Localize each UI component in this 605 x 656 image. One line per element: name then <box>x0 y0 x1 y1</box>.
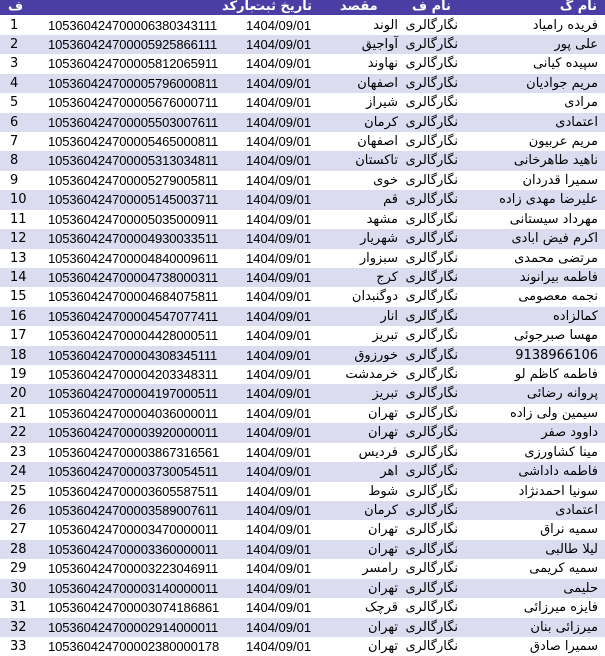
cell-destination[interactable]: اصفهان <box>357 75 398 91</box>
cell-barcode[interactable]: 105360424700005035000911 <box>48 211 219 227</box>
cell-row-number[interactable]: 2 <box>10 36 19 52</box>
cell-destination[interactable]: خورزوق <box>354 347 398 363</box>
cell-row-number[interactable]: 33 <box>10 638 27 654</box>
header-barcode[interactable]: بارکد <box>222 0 255 14</box>
cell-barcode[interactable]: 105360424700002380000178 <box>48 638 220 654</box>
table-row[interactable] <box>0 35 605 54</box>
cell-destination[interactable]: تهران <box>368 619 398 635</box>
cell-type[interactable]: نگارگالری <box>405 289 458 305</box>
cell-name[interactable]: سمیه نراق <box>540 522 598 538</box>
cell-name[interactable]: داوود صفر <box>541 425 598 441</box>
cell-destination[interactable]: خرمدشت <box>345 367 398 383</box>
cell-type[interactable]: نگارگالری <box>405 269 458 285</box>
cell-row-number[interactable]: 30 <box>10 580 27 596</box>
cell-type[interactable]: نگارگالری <box>405 522 458 538</box>
cell-barcode[interactable]: 105360424700004203348311 <box>48 367 219 383</box>
cell-date[interactable]: 1404/09/01 <box>246 134 312 150</box>
cell-name[interactable]: سمیرا صادق <box>529 638 598 654</box>
cell-name[interactable]: اعتمادی <box>555 503 598 518</box>
cell-destination[interactable]: رامسر <box>362 561 398 577</box>
cell-name[interactable]: مهسا صبرجوئی <box>514 328 598 344</box>
cell-date[interactable]: 1404/09/01 <box>246 269 312 285</box>
cell-type[interactable]: نگارگالری <box>405 56 458 72</box>
cell-name[interactable]: علیرضا مهدی زاده <box>499 192 598 208</box>
cell-barcode[interactable]: 105360424700005503007611 <box>48 114 219 130</box>
cell-row-number[interactable]: 19 <box>10 367 27 383</box>
cell-type[interactable]: نگارگالری <box>405 483 458 499</box>
cell-barcode[interactable]: 105360424700003074186861 <box>48 600 220 616</box>
cell-type[interactable]: نگارگالری <box>405 425 458 441</box>
cell-row-number[interactable]: 22 <box>10 425 27 441</box>
cell-name[interactable]: کمالزاده <box>552 308 598 324</box>
table-row[interactable] <box>0 365 605 384</box>
cell-row-number[interactable]: 24 <box>10 464 27 480</box>
cell-type[interactable]: نگارگالری <box>405 386 458 402</box>
table-row[interactable] <box>0 93 605 112</box>
table-row[interactable] <box>0 229 605 248</box>
table-row[interactable] <box>0 482 605 501</box>
cell-row-number[interactable]: 32 <box>10 619 27 635</box>
cell-barcode[interactable]: 105360424700005465000811 <box>48 134 219 150</box>
cell-type[interactable]: نگارگالری <box>405 367 458 383</box>
cell-type[interactable]: نگارگالری <box>405 75 458 91</box>
cell-type[interactable]: نگارگالری <box>405 17 458 33</box>
cell-type[interactable]: نگارگالری <box>405 114 458 130</box>
cell-barcode[interactable]: 105360424700004308345111 <box>48 347 218 363</box>
cell-barcode[interactable]: 105360424700005796000811 <box>48 75 219 91</box>
cell-type[interactable]: نگارگالری <box>405 308 458 324</box>
table-row[interactable] <box>0 249 605 268</box>
cell-row-number[interactable]: 28 <box>10 541 27 557</box>
cell-date[interactable]: 1404/09/01 <box>246 289 312 305</box>
cell-date[interactable]: 1404/09/01 <box>246 561 312 577</box>
cell-row-number[interactable]: 8 <box>10 153 19 169</box>
cell-destination[interactable]: قم <box>383 192 398 208</box>
cell-date[interactable]: 1404/09/01 <box>246 308 312 324</box>
table-row[interactable] <box>0 16 605 35</box>
table-row[interactable] <box>0 307 605 326</box>
cell-barcode[interactable]: 105360424700003730054511 <box>48 464 219 480</box>
cell-barcode[interactable]: 105360424700002914000011 <box>48 619 219 635</box>
cell-destination[interactable]: شوط <box>368 483 398 499</box>
cell-barcode[interactable]: 105360424700004930033511 <box>48 231 219 247</box>
cell-row-number[interactable]: 29 <box>10 561 27 577</box>
cell-name[interactable]: مینا کشاورزی <box>524 444 598 460</box>
cell-date[interactable]: 1404/09/01 <box>246 444 312 460</box>
cell-barcode[interactable]: 105360424700003223046911 <box>48 561 219 577</box>
cell-destination[interactable]: تبریز <box>372 386 398 402</box>
table-row[interactable] <box>0 540 605 559</box>
cell-date[interactable]: 1404/09/01 <box>246 580 312 596</box>
header-num[interactable]: ف <box>8 0 24 14</box>
cell-name[interactable]: اعتمادی <box>555 114 598 130</box>
cell-type[interactable]: نگارگالری <box>405 192 458 208</box>
cell-type[interactable]: نگارگالری <box>405 211 458 227</box>
table-row[interactable] <box>0 54 605 73</box>
cell-destination[interactable]: نهاوند <box>367 56 398 72</box>
cell-date[interactable]: 1404/09/01 <box>246 231 312 247</box>
table-row[interactable] <box>0 384 605 403</box>
cell-name[interactable]: فایزه میرزائی <box>523 600 598 616</box>
cell-row-number[interactable]: 10 <box>10 192 27 208</box>
cell-name[interactable]: مریم عربیون <box>528 134 598 150</box>
table-row[interactable] <box>0 268 605 287</box>
cell-destination[interactable]: مشهد <box>366 211 398 227</box>
table-row[interactable] <box>0 346 605 365</box>
cell-type[interactable]: نگارگالری <box>405 405 458 421</box>
cell-destination[interactable]: تهران <box>368 425 398 441</box>
cell-name[interactable]: نجمه معصومی <box>518 289 598 305</box>
table-row[interactable] <box>0 326 605 345</box>
cell-barcode[interactable]: 105360424700004036000011 <box>48 405 219 421</box>
table-row[interactable] <box>0 151 605 170</box>
cell-destination[interactable]: شهریار <box>360 231 398 247</box>
cell-type[interactable]: نگارگالری <box>405 619 458 635</box>
cell-destination[interactable]: تبریز <box>372 328 398 344</box>
cell-destination[interactable]: کرمان <box>364 114 398 130</box>
cell-date[interactable]: 1404/09/01 <box>246 192 312 208</box>
cell-date[interactable]: 1404/09/01 <box>246 172 312 188</box>
cell-row-number[interactable]: 18 <box>10 347 27 363</box>
cell-name[interactable]: سپیده کیانی <box>532 56 598 72</box>
cell-destination[interactable]: کرمان <box>364 503 398 518</box>
cell-row-number[interactable]: 7 <box>10 134 19 150</box>
cell-type[interactable]: نگارگالری <box>405 347 458 363</box>
cell-barcode[interactable]: 105360424700005279005811 <box>48 172 219 188</box>
cell-barcode[interactable]: 105360424700004428000511 <box>48 328 219 344</box>
table-row[interactable] <box>0 443 605 462</box>
cell-row-number[interactable]: 13 <box>10 250 27 266</box>
cell-name[interactable]: فریده رامیاد <box>532 17 598 33</box>
cell-barcode[interactable]: 105360424700005676000711 <box>48 95 219 111</box>
cell-type[interactable]: نگارگالری <box>405 503 458 518</box>
cell-name[interactable]: سمیه کریمی <box>529 561 598 577</box>
cell-name[interactable]: فاطمه بیرانوند <box>519 269 598 285</box>
cell-type[interactable]: نگارگالری <box>405 600 458 616</box>
cell-name[interactable]: سونیا احمدنژاد <box>518 483 598 499</box>
cell-row-number[interactable]: 26 <box>10 503 27 518</box>
cell-name[interactable]: میرزائی بنان <box>530 619 598 635</box>
cell-barcode[interactable]: 105360424700003867316561 <box>48 444 220 460</box>
cell-date[interactable]: 1404/09/01 <box>246 56 312 72</box>
table-row[interactable] <box>0 113 605 132</box>
cell-destination[interactable]: اهر <box>380 464 398 480</box>
table-row[interactable] <box>0 520 605 539</box>
cell-date[interactable]: 1404/09/01 <box>246 367 312 383</box>
table-row[interactable] <box>0 598 605 617</box>
cell-name[interactable]: مرادی <box>564 95 598 111</box>
cell-destination[interactable]: فردیس <box>358 444 398 460</box>
cell-type[interactable]: نگارگالری <box>405 561 458 577</box>
cell-date[interactable]: 1404/09/01 <box>246 503 312 518</box>
cell-date[interactable]: 1404/09/01 <box>246 386 312 402</box>
cell-date[interactable]: 1404/09/01 <box>246 211 312 227</box>
cell-row-number[interactable]: 21 <box>10 405 27 421</box>
cell-date[interactable]: 1404/09/01 <box>246 75 312 91</box>
cell-destination[interactable]: تاکستان <box>355 153 398 169</box>
cell-date[interactable]: 1404/09/01 <box>246 541 312 557</box>
header-date[interactable]: تاریخ ثبت <box>252 0 312 14</box>
cell-date[interactable]: 1404/09/01 <box>246 95 312 111</box>
header-name[interactable]: نام گ <box>559 0 597 14</box>
cell-row-number[interactable]: 20 <box>10 386 27 402</box>
cell-destination[interactable]: انار <box>380 308 398 324</box>
cell-name[interactable]: مریم جوادیان <box>526 75 598 91</box>
cell-barcode[interactable]: 105360424700004197000511 <box>48 386 219 402</box>
cell-date[interactable]: 1404/09/01 <box>246 17 312 33</box>
cell-type[interactable]: نگارگالری <box>405 36 458 52</box>
table-row[interactable] <box>0 579 605 598</box>
cell-barcode[interactable]: 105360424700004738000311 <box>48 269 219 285</box>
cell-barcode[interactable]: 105360424700003470000011 <box>48 522 219 538</box>
cell-row-number[interactable]: 11 <box>10 211 27 227</box>
cell-row-number[interactable]: 6 <box>10 114 19 130</box>
cell-barcode[interactable]: 105360424700004547077411 <box>48 308 219 324</box>
cell-name[interactable]: فاطمه داداشی <box>518 464 598 480</box>
cell-name[interactable]: فاطمه کاظم لو <box>514 367 598 383</box>
header-destination[interactable]: مقصد <box>340 0 378 14</box>
table-row[interactable] <box>0 210 605 229</box>
cell-barcode[interactable]: 105360424700003920000011 <box>48 425 219 441</box>
cell-row-number[interactable]: 31 <box>10 600 27 616</box>
cell-barcode[interactable]: 105360424700006380343111 <box>48 17 218 33</box>
table-row[interactable] <box>0 637 605 656</box>
cell-barcode[interactable]: 105360424700004684075811 <box>48 289 219 305</box>
table-row[interactable] <box>0 74 605 93</box>
table-row[interactable] <box>0 423 605 442</box>
cell-type[interactable]: نگارگالری <box>405 250 458 266</box>
cell-destination[interactable]: تهران <box>368 580 398 596</box>
cell-type[interactable]: نگارگالری <box>405 134 458 150</box>
cell-destination[interactable]: خوی <box>373 172 398 188</box>
cell-destination[interactable]: تهران <box>368 541 398 557</box>
cell-date[interactable]: 1404/09/01 <box>246 619 312 635</box>
cell-barcode[interactable]: 105360424700005925866111 <box>48 36 218 52</box>
cell-date[interactable]: 1404/09/01 <box>246 638 312 654</box>
table-row[interactable] <box>0 190 605 209</box>
cell-barcode[interactable]: 105360424700005145003711 <box>48 192 219 208</box>
cell-date[interactable]: 1404/09/01 <box>246 328 312 344</box>
cell-row-number[interactable]: 27 <box>10 522 27 538</box>
cell-date[interactable]: 1404/09/01 <box>246 483 312 499</box>
cell-row-number[interactable]: 9 <box>10 172 19 188</box>
table-row[interactable] <box>0 132 605 151</box>
cell-type[interactable]: نگارگالری <box>405 95 458 111</box>
cell-destination[interactable]: تهران <box>368 522 398 538</box>
cell-row-number[interactable]: 14 <box>10 269 27 285</box>
cell-type[interactable]: نگارگالری <box>405 153 458 169</box>
cell-date[interactable]: 1404/09/01 <box>246 405 312 421</box>
cell-name[interactable]: علی پور <box>554 36 598 52</box>
cell-name[interactable]: 9138966106 <box>515 347 598 363</box>
cell-barcode[interactable]: 105360424700003140000011 <box>48 580 219 596</box>
cell-row-number[interactable]: 1 <box>10 17 19 33</box>
cell-destination[interactable]: کرج <box>376 269 398 285</box>
cell-type[interactable]: نگارگالری <box>405 444 458 460</box>
cell-date[interactable]: 1404/09/01 <box>246 522 312 538</box>
cell-destination[interactable]: تهران <box>368 638 398 654</box>
table-row[interactable] <box>0 287 605 306</box>
cell-type[interactable]: نگارگالری <box>405 328 458 344</box>
cell-date[interactable]: 1404/09/01 <box>246 347 312 363</box>
cell-barcode[interactable]: 105360424700004840009611 <box>48 250 219 266</box>
cell-date[interactable]: 1404/09/01 <box>246 114 312 130</box>
header-type[interactable]: نام ف <box>412 0 451 14</box>
cell-name[interactable]: لیلا طالبی <box>545 541 598 557</box>
header-row <box>0 0 605 15</box>
cell-destination[interactable]: شیراز <box>366 95 398 111</box>
table-row[interactable] <box>0 462 605 481</box>
cell-type[interactable]: نگارگالری <box>405 580 458 596</box>
cell-destination[interactable]: دوگنبدان <box>351 289 398 305</box>
table-row[interactable] <box>0 618 605 637</box>
cell-date[interactable]: 1404/09/01 <box>246 464 312 480</box>
cell-destination[interactable]: آواجیق <box>361 36 398 52</box>
cell-barcode[interactable]: 105360424700003605587511 <box>48 483 219 499</box>
cell-row-number[interactable]: 17 <box>10 328 27 344</box>
cell-type[interactable]: نگارگالری <box>405 464 458 480</box>
cell-destination[interactable]: سبزوار <box>359 250 398 266</box>
cell-name[interactable]: مرتضی محمدی <box>514 250 598 266</box>
cell-name[interactable]: حلیمی <box>563 580 598 596</box>
cell-name[interactable]: سمیرا قدردان <box>522 172 598 188</box>
cell-name[interactable]: اکرم فیض ابادی <box>511 231 598 247</box>
cell-row-number[interactable]: 16 <box>10 308 27 324</box>
cell-type[interactable]: نگارگالری <box>405 172 458 188</box>
cell-date[interactable]: 1404/09/01 <box>246 250 312 266</box>
cell-row-number[interactable]: 3 <box>10 56 19 72</box>
cell-type[interactable]: نگارگالری <box>405 231 458 247</box>
cell-row-number[interactable]: 23 <box>10 444 27 460</box>
cell-name[interactable]: پروانه رضائی <box>526 386 598 402</box>
cell-row-number[interactable]: 4 <box>10 75 19 91</box>
cell-row-number[interactable]: 15 <box>10 289 27 305</box>
table-row[interactable] <box>0 171 605 190</box>
cell-date[interactable]: 1404/09/01 <box>246 36 312 52</box>
cell-destination[interactable]: قرچک <box>364 600 398 616</box>
cell-name[interactable]: مهرداد سیستانی <box>509 211 598 227</box>
cell-row-number[interactable]: 25 <box>10 483 27 499</box>
cell-type[interactable]: نگارگالری <box>405 638 458 654</box>
cell-destination[interactable]: اصفهان <box>357 134 398 150</box>
table-row[interactable] <box>0 404 605 423</box>
cell-date[interactable]: 1404/09/01 <box>246 600 312 616</box>
table-row[interactable] <box>0 559 605 578</box>
cell-destination[interactable]: الوند <box>373 17 398 33</box>
cell-type[interactable]: نگارگالری <box>405 541 458 557</box>
cell-destination[interactable]: تهران <box>368 405 398 421</box>
table-row[interactable] <box>0 501 605 520</box>
cell-date[interactable]: 1404/09/01 <box>246 425 312 441</box>
cell-date[interactable]: 1404/09/01 <box>246 153 312 169</box>
cell-name[interactable]: سیمین ولی زاده <box>510 405 598 421</box>
cell-row-number[interactable]: 5 <box>10 95 19 111</box>
cell-barcode[interactable]: 105360424700003360000011 <box>48 541 219 557</box>
cell-row-number[interactable]: 12 <box>10 231 27 247</box>
cell-barcode[interactable]: 105360424700005313034811 <box>48 153 219 169</box>
cell-barcode[interactable]: 105360424700005812065911 <box>48 56 219 72</box>
cell-name[interactable]: ناهید طاهرخانی <box>513 153 598 169</box>
cell-barcode[interactable]: 105360424700003589007611 <box>48 503 219 518</box>
